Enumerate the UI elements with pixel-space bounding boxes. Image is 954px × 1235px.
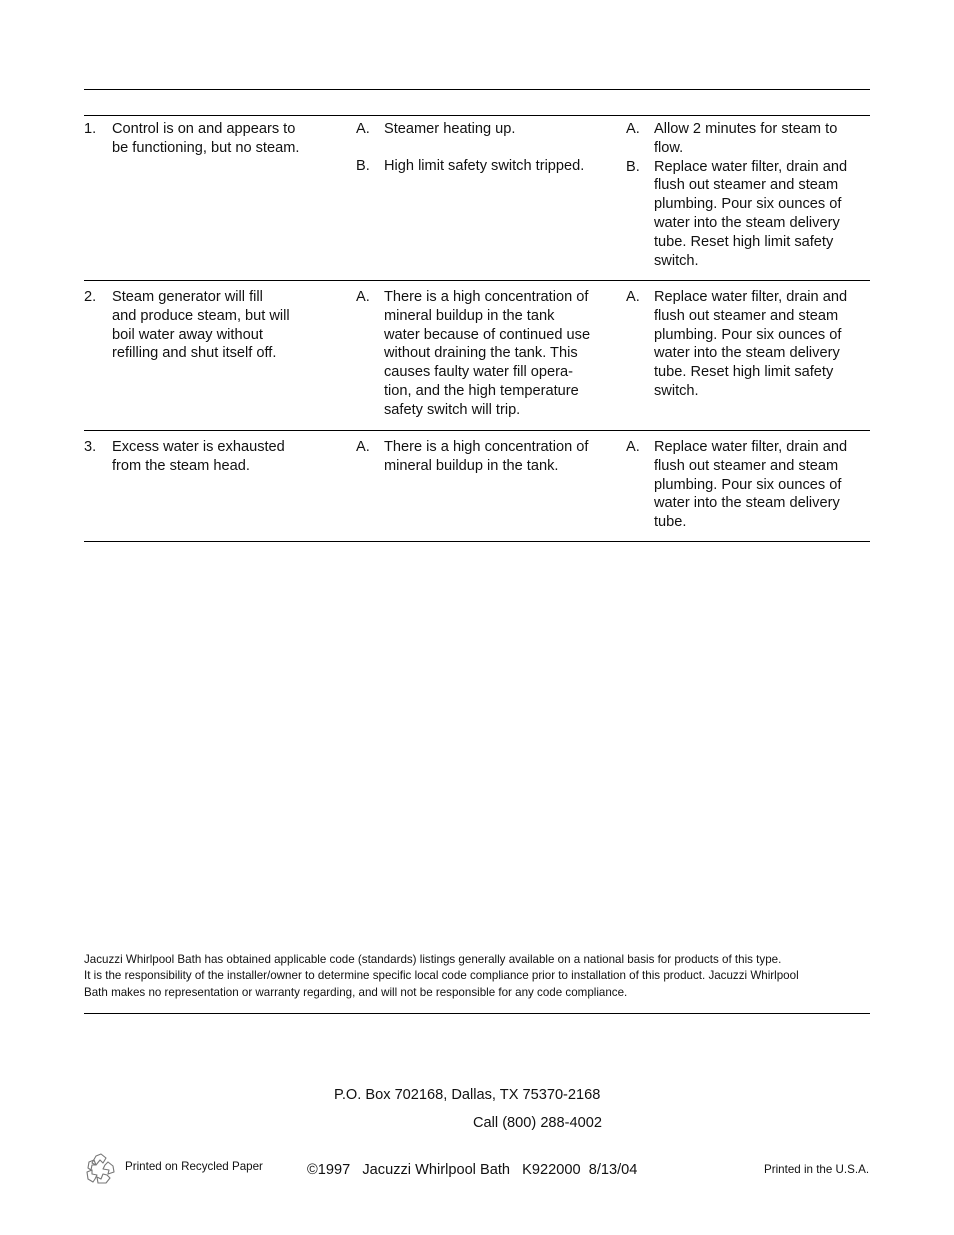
remedy-cell <box>626 438 870 532</box>
remedy-label: A. <box>626 439 640 455</box>
code-compliance-notice: Jacuzzi Whirlpool Bath has obtained applicable code (standards) listings generally available on a national basis for products of this type. It is the responsibility of the installer/owner to determine specific local code compliance prior to installation of this product. Jacuzzi Whirlpool Bath makes no representation or warranty regarding, and will not be responsible for any code compliance. <box>84 953 799 999</box>
cause-text: There is a high concentration of mineral buildup in the tank water because of continued use without draining the tank. This causes faulty water fill opera- tion, and the high temperature safety switch will trip. <box>384 289 591 418</box>
problem-number: 3. <box>84 439 97 455</box>
problem-cell <box>84 288 334 363</box>
recycled-paper-note: Printed on Recycled Paper <box>125 1160 263 1173</box>
problem-cell <box>84 438 334 476</box>
problem-number: 1. <box>84 121 97 137</box>
problem-text: Steam generator will fill and produce steam, but will boil water away without refilling and shut itself off. <box>112 289 290 362</box>
mailing-address: P.O. Box 702168, Dallas, TX 75370-2168 <box>334 1087 601 1103</box>
top-rule <box>84 89 870 90</box>
cause-text: High limit safety switch tripped. <box>384 158 585 175</box>
cause-label: B. <box>356 158 370 175</box>
remedy-label: B. <box>626 158 640 175</box>
cause-label: A. <box>356 439 370 455</box>
table-row <box>84 116 870 281</box>
cause-cell <box>356 120 612 176</box>
footer-rule <box>84 1013 870 1014</box>
cause-cell <box>356 288 612 420</box>
remedy-label: A. <box>626 289 640 305</box>
problem-number: 2. <box>84 289 97 305</box>
problem-text: Control is on and appears to be functioning, but no steam. <box>112 121 300 156</box>
remedy-text: Replace water filter, drain and flush out steamer and steam plumbing. Pour six ounces of water into the steam delivery tube. <box>654 439 848 531</box>
problem-cell <box>84 120 334 158</box>
remedy-text: Replace water filter, drain and flush out steamer and steam plumbing. Pour six ounces of water into the steam delivery tube. Reset high limit safety switch. <box>654 158 848 269</box>
cause-text: There is a high concentration of mineral buildup in the tank. <box>384 439 589 474</box>
table-row <box>84 434 870 542</box>
remedy-text: Allow 2 minutes for steam to flow. <box>654 121 838 156</box>
cause-label: A. <box>356 289 370 305</box>
phone-number: Call (800) 288-4002 <box>473 1115 602 1131</box>
problem-text: Excess water is exhausted from the steam head. <box>112 439 285 474</box>
remedy-cell <box>626 120 870 270</box>
remedy-text: Replace water filter, drain and flush out steamer and steam plumbing. Pour six ounces of water into the steam delivery tube. Reset high limit safety switch. <box>654 289 848 399</box>
table-row <box>84 284 870 431</box>
cause-label: A. <box>356 121 370 137</box>
remedy-label: A. <box>626 121 640 137</box>
cause-text: Steamer heating up. <box>384 121 516 137</box>
cause-cell <box>356 438 612 476</box>
recycle-icon <box>84 1152 118 1186</box>
copyright-line: ©1997 Jacuzzi Whirlpool Bath K922000 8/13/04 <box>307 1162 638 1178</box>
remedy-cell <box>626 288 870 401</box>
printed-in-note: Printed in the U.S.A. <box>764 1163 870 1176</box>
